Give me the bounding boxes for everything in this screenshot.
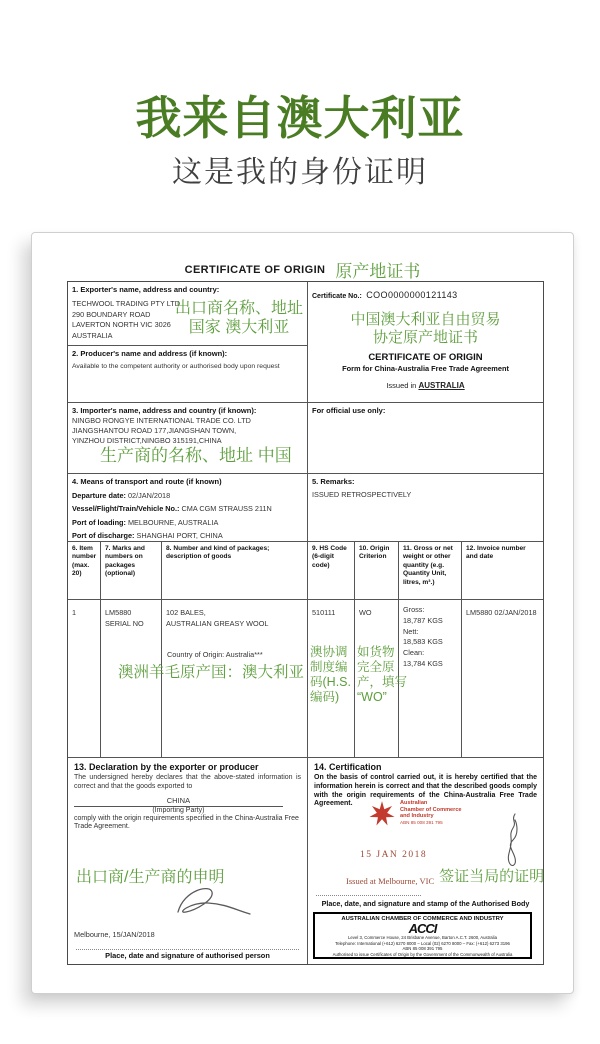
weight-clean-label: Clean: bbox=[403, 648, 425, 658]
goods-hscode-value: 510111 bbox=[312, 608, 336, 617]
certification-dotted-line bbox=[316, 895, 421, 896]
weight-nett-value: 18,583 KGS bbox=[403, 637, 443, 647]
hscode-annotation-line: 编码) bbox=[310, 690, 340, 704]
commonwealth-star-icon bbox=[368, 800, 396, 828]
hscode-annotation bbox=[310, 645, 351, 705]
acci-logo-block bbox=[368, 800, 462, 828]
port-discharge-value: SHANGHAI PORT, CHINA bbox=[136, 531, 223, 540]
vessel-label: Vessel/Flight/Train/Vehicle No.: bbox=[72, 504, 180, 513]
fta-title-cn-line1: 中国澳大利亚自由贸易 bbox=[350, 311, 501, 328]
producer-text: Available to the competent authority or authorised body upon request bbox=[72, 363, 280, 370]
declaration-body1: The undersigned hereby declares that the above-stated information is correct and that the goods exported to bbox=[74, 774, 301, 790]
weight-clean-value: 13,784 KGS bbox=[403, 658, 443, 668]
goods-desc-line1: 102 BALES, bbox=[166, 608, 206, 617]
declaration-signature-line bbox=[76, 949, 299, 950]
acci-org-line3: and Industry bbox=[400, 813, 434, 820]
acci-org-line2: Chamber of Commerce bbox=[400, 806, 462, 813]
document-title-chinese: 原产地证书 bbox=[335, 262, 421, 281]
declaration-box bbox=[68, 758, 308, 964]
importer-line: NINGBO RONGYE INTERNATIONAL TRADE CO. LTD bbox=[72, 416, 251, 425]
document-title-row bbox=[32, 257, 573, 282]
goods-marks-line2: SERIAL NO bbox=[105, 618, 144, 628]
acci-stamp-box bbox=[313, 912, 532, 959]
official-use-box bbox=[308, 403, 543, 474]
acci-org-line1: Australian bbox=[400, 800, 428, 806]
declaration-place-date: Melbourne, 15/JAN/2018 bbox=[74, 930, 155, 939]
issued-in-country: AUSTRALIA bbox=[418, 381, 465, 390]
goods-weight-cell bbox=[399, 600, 462, 758]
exporter-box bbox=[68, 282, 308, 346]
certificate-table bbox=[67, 281, 544, 965]
certification-box bbox=[308, 758, 543, 964]
document-title: CERTIFICATE OF ORIGIN bbox=[184, 263, 326, 276]
exporter-annotation bbox=[175, 299, 303, 337]
fta-title-chinese bbox=[312, 311, 539, 347]
exporter-line: 290 BOUNDARY ROAD bbox=[72, 309, 151, 319]
certificate-number-value: COO0000000121143 bbox=[366, 290, 458, 300]
criterion-annotation-line: 如货物 bbox=[357, 645, 395, 659]
goods-item-number: 1 bbox=[68, 600, 101, 758]
weight-nett-label: Nett: bbox=[403, 626, 419, 636]
exporter-annotation-line1: 出口商名称、地址 bbox=[174, 300, 303, 317]
certification-annotation: 签证当局的证明 bbox=[439, 868, 545, 885]
certificate-number-box bbox=[308, 282, 543, 403]
remarks-label: 5. Remarks: bbox=[312, 477, 355, 486]
hscode-annotation-line: 码(H.S. bbox=[310, 675, 351, 689]
goods-hscode-cell bbox=[308, 600, 355, 758]
stamp-address-line2: Telephone: International (+612) 6270 8000 – Local (02) 6270 8000 – Fax: (+612) 6273 3196 bbox=[335, 940, 510, 946]
goods-header-invoice: 12. Invoice number and date bbox=[462, 542, 543, 600]
certification-issued-at: Issued at Melbourne, VIC bbox=[346, 876, 435, 886]
hscode-annotation-line: 澳协调 bbox=[310, 645, 348, 659]
port-discharge-label: Port of discharge: bbox=[72, 531, 135, 540]
fta-form-line: Form for China-Australia Free Trade Agreement bbox=[342, 364, 509, 373]
hscode-annotation-line: 制度编 bbox=[310, 660, 348, 674]
issued-in-label: Issued in bbox=[386, 381, 417, 390]
vessel-value: CMA CGM STRAUSS 211N bbox=[181, 504, 272, 513]
certificate-page bbox=[31, 232, 574, 994]
stamp-abn: ABN 85 008 391 795 bbox=[402, 946, 443, 952]
goods-criterion-cell bbox=[355, 600, 408, 758]
declaration-body2: comply with the origin requirements specified in the China-Australia Free Trade Agreement. bbox=[74, 814, 299, 831]
goods-header-marks: 7. Marks and numbers on packages (optional) bbox=[101, 542, 162, 600]
certification-label: 14. Certification bbox=[314, 762, 382, 772]
goods-marks-line1: LM5880 bbox=[105, 608, 132, 617]
goods-country-of-origin: Country of Origin: Australia*** bbox=[167, 650, 263, 659]
stamp-footer: Authorised to issue Certificates of Origin by the Government of the Commonwealth of Australia bbox=[332, 951, 513, 957]
declaration-footer: Place, date and signature of authorised person bbox=[105, 951, 270, 960]
goods-header-packages: 8. Number and kind of packages; description of goods bbox=[162, 542, 308, 600]
goods-origin-annotation: 澳洲羊毛原产国：澳大利亚 bbox=[118, 664, 305, 681]
certifier-signature-icon bbox=[499, 810, 525, 874]
importer-line: JIANGSHANTOU ROAD 177,JIANGSHAN TOWN, bbox=[72, 426, 237, 435]
acci-logotype: ACCI bbox=[408, 921, 437, 936]
goods-invoice-cell: LM5880 02/JAN/2018 bbox=[462, 600, 543, 758]
exporter-line: AUSTRALIA bbox=[72, 330, 113, 340]
port-loading-label: Port of loading: bbox=[72, 517, 126, 527]
declaration-party: (Importing Party) bbox=[152, 806, 205, 814]
goods-header-item: 6. Item number (max. 20) bbox=[68, 542, 101, 600]
departure-date-label: Departure date: bbox=[72, 490, 126, 500]
hero-title: 我来自澳大利亚 bbox=[135, 92, 465, 144]
fta-title-cn-line2: 协定原产地证书 bbox=[372, 329, 478, 346]
remarks-value: ISSUED RETROSPECTIVELY bbox=[312, 490, 412, 499]
port-loading-value: MELBOURNE, AUSTRALIA bbox=[127, 517, 219, 527]
producer-label: 2. Producer's name and address (if known): bbox=[72, 349, 228, 358]
departure-date-value: 02/JAN/2018 bbox=[127, 490, 171, 500]
goods-header-hscode: 9. HS Code (6-digit code) bbox=[308, 542, 355, 600]
criterion-annotation-line: “WO” bbox=[357, 690, 387, 704]
acci-org-abn: ABN 85 008 391 795 bbox=[400, 819, 443, 825]
weight-gross-value: 18,787 KGS bbox=[403, 615, 443, 625]
certification-date-stamp: 15 JAN 2018 bbox=[360, 850, 428, 860]
exporter-line: TECHWOOL TRADING PTY LTD bbox=[72, 299, 180, 308]
fta-title-english: CERTIFICATE OF ORIGIN bbox=[368, 352, 483, 363]
importer-label: 3. Importer's name, address and country (if known): bbox=[72, 406, 257, 415]
certification-footer: Place, date, and signature and stamp of the Authorised Body bbox=[321, 899, 530, 908]
criterion-annotation-line: 完全原 bbox=[357, 660, 395, 674]
declaration-country: CHINA bbox=[74, 796, 283, 807]
goods-desc-line2: AUSTRALIAN GREASY WOOL bbox=[166, 618, 269, 628]
stamp-org-name: AUSTRALIAN CHAMBER OF COMMERCE AND INDUSTRY bbox=[341, 916, 504, 922]
transport-label: 4. Means of transport and route (if known) bbox=[72, 477, 222, 486]
goods-header-origin-criterion: 10. Origin Criterion bbox=[355, 542, 399, 600]
exporter-signature-icon bbox=[160, 880, 260, 928]
official-use-label: For official use only: bbox=[312, 406, 386, 415]
criterion-annotation-line: 产，填写 bbox=[357, 675, 408, 689]
weight-gross-label: Gross: bbox=[403, 605, 425, 614]
goods-header-weight: 11. Gross or net weight or other quantity (e.g. Quantity Unit, litres, m³.) bbox=[399, 542, 462, 600]
producer-box bbox=[68, 346, 308, 403]
exporter-label: 1. Exporter's name, address and country: bbox=[72, 285, 220, 294]
importer-box bbox=[68, 403, 308, 474]
importer-line: YINZHOU DISTRICT,NINGBO 315191,CHINA bbox=[72, 436, 222, 445]
exporter-annotation-line2: 国家 澳大利亚 bbox=[188, 319, 290, 336]
stamp-address-line1: Level 3, Commerce House, 24 Brisbane Avenue, Barton A.C.T. 2600, Australia bbox=[348, 935, 497, 940]
declaration-annotation: 出口商/生产商的申明 bbox=[76, 869, 225, 886]
declaration-label: 13. Declaration by the exporter or producer bbox=[74, 762, 259, 772]
transport-box bbox=[68, 474, 308, 542]
goods-criterion-value: WO bbox=[359, 608, 372, 617]
certificate-number-label: Certificate No.: bbox=[312, 293, 362, 300]
remarks-box bbox=[308, 474, 543, 542]
exporter-line: LAVERTON NORTH VIC 3026 bbox=[72, 320, 171, 329]
importer-annotation: 生产商的名称、地址 中国 bbox=[100, 446, 292, 465]
hero-subtitle: 这是我的身份证明 bbox=[172, 156, 428, 189]
certification-body: On the basis of control carried out, it is hereby certified that the information herein is correct and that the described goods comply with the origin requirements of the China-Australia Free Trade Agreement. bbox=[314, 774, 537, 808]
